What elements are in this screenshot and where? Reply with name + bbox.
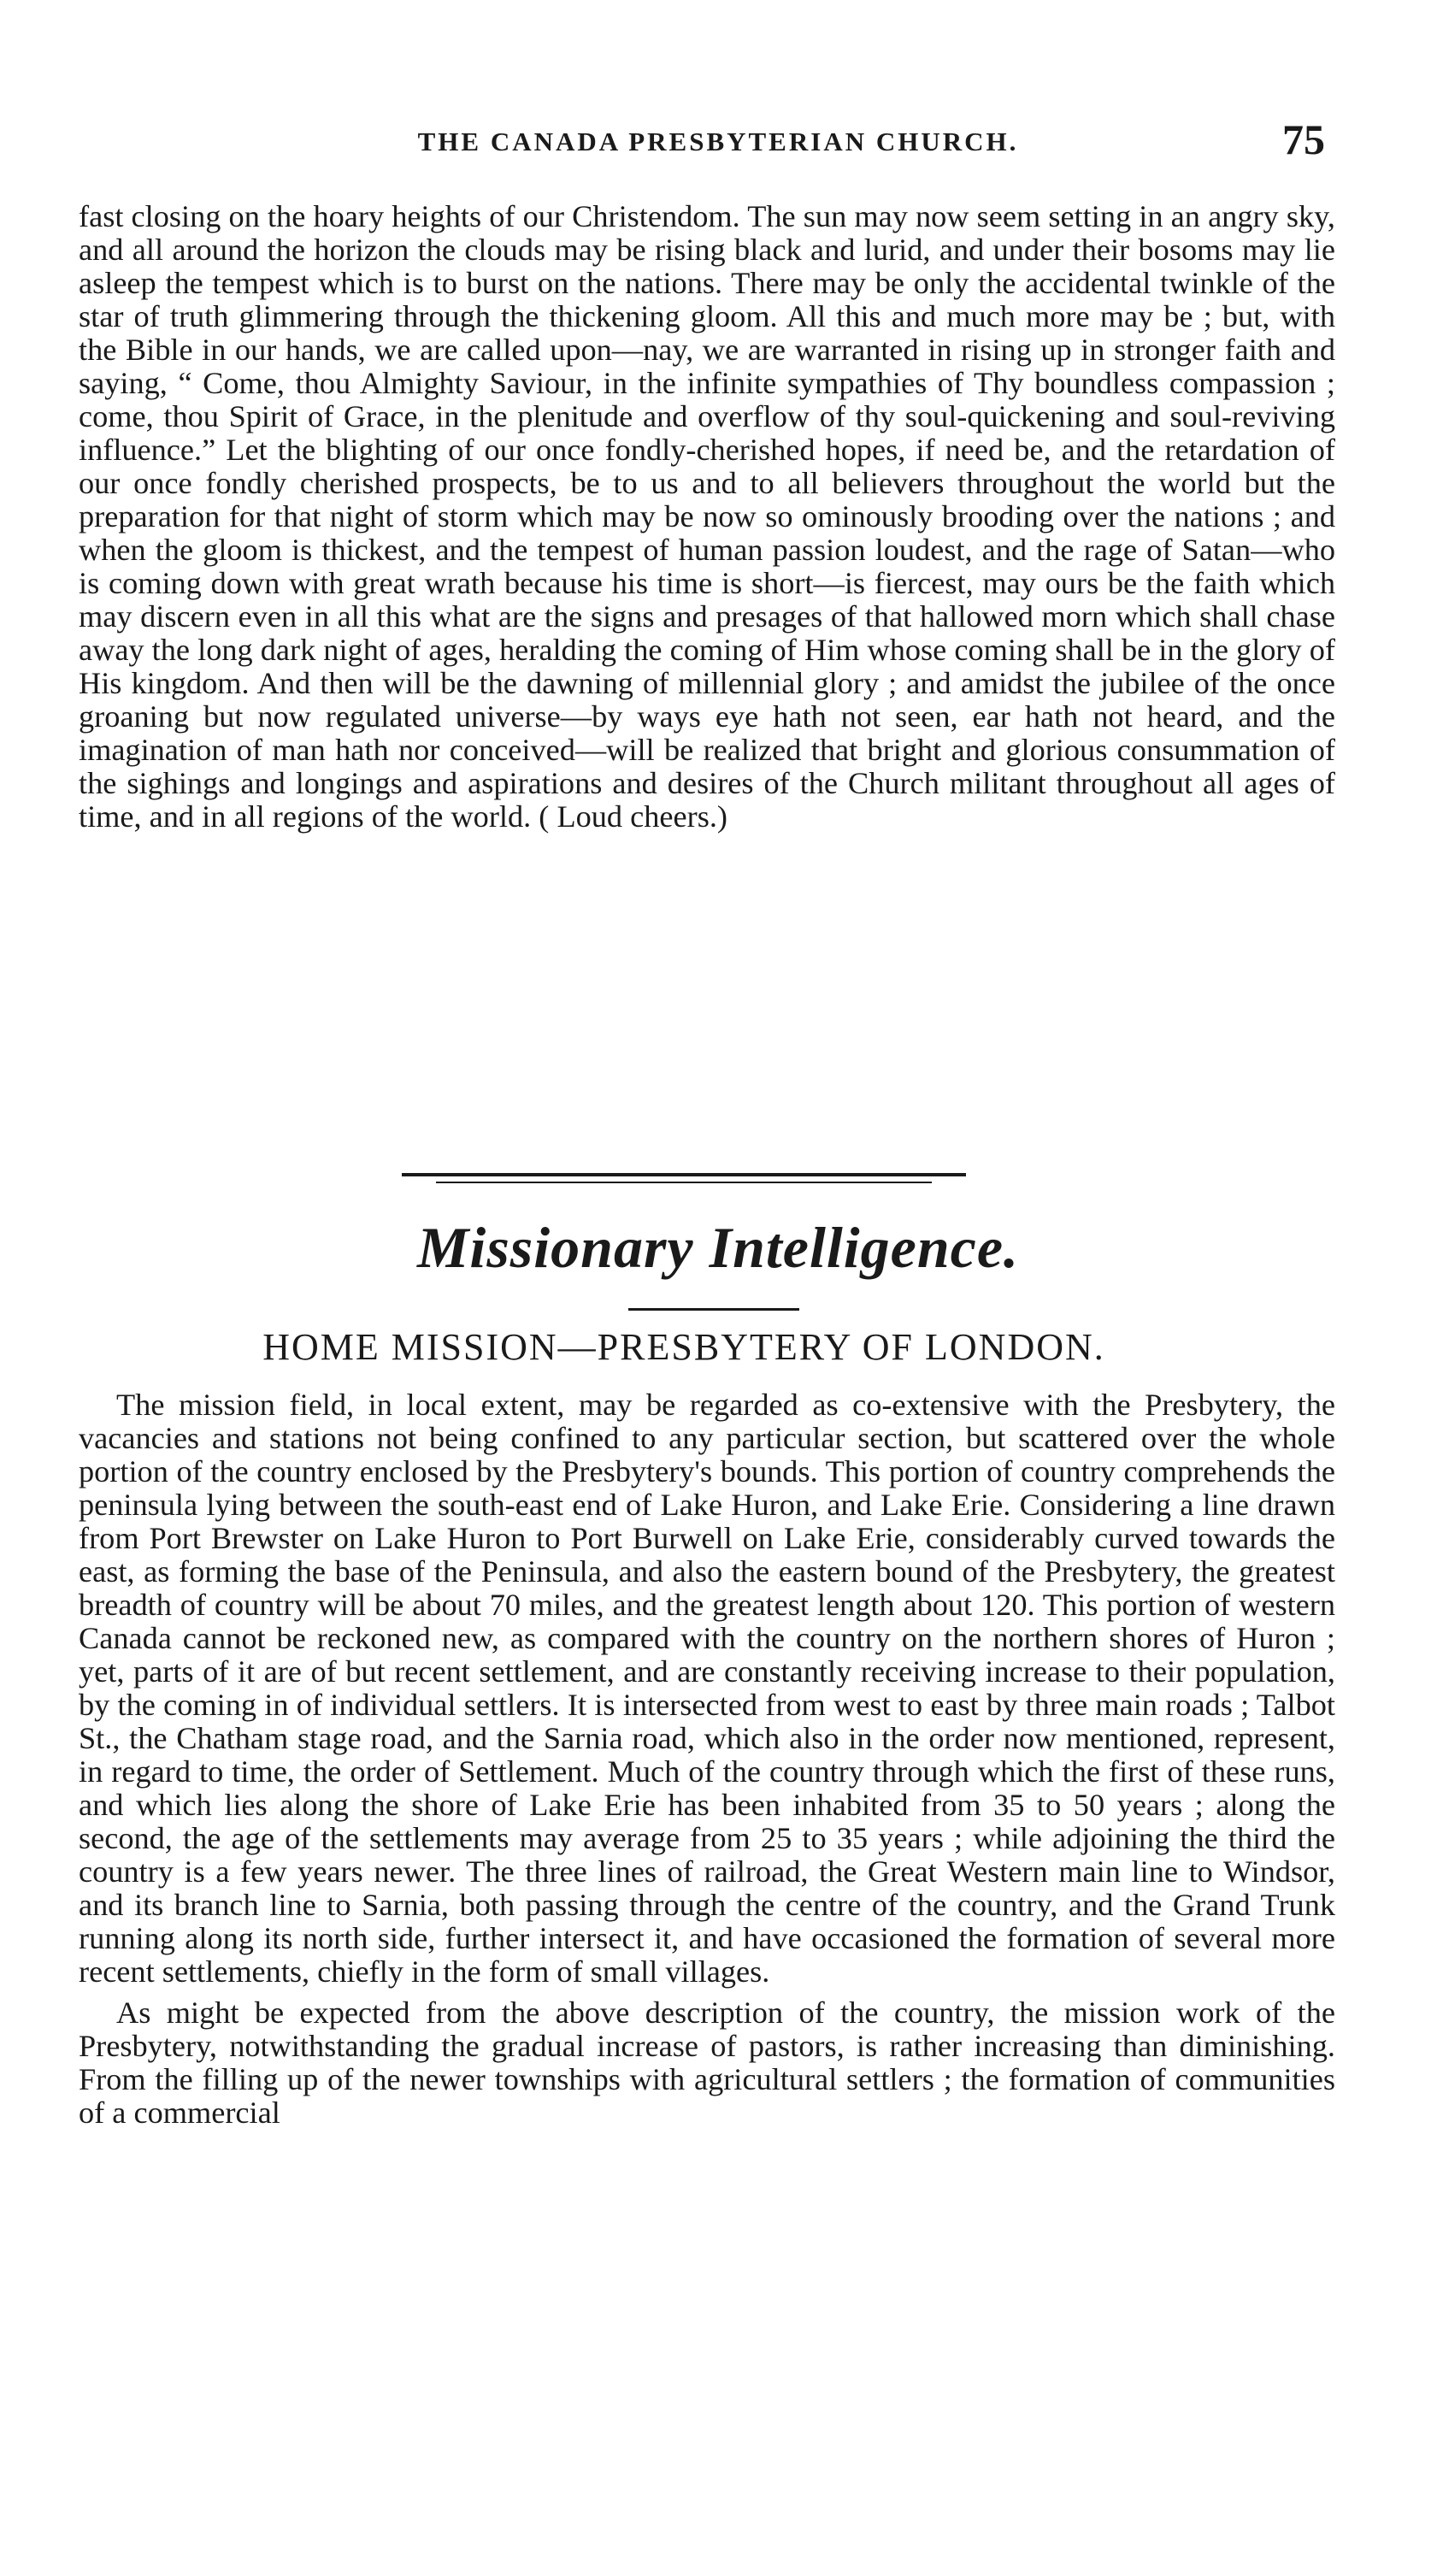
divider-line-thick [402,1173,966,1176]
running-title: THE CANADA PRESBYTERIAN CHURCH. [417,127,1019,156]
article-paragraph: As might be expected from the above description of the country, the mission work of the Presbytery, notwithstanding the gradual increase of pastors, is rather increasing than diminishing. From the filling up of the newer townships with agricultural settlers ; the formation of communities of a commercial [79,1995,1335,2130]
page-number: 75 [1282,115,1325,163]
article-body [79,1388,1335,2137]
section-divider [402,1173,966,1188]
divider-line-thin [436,1182,932,1183]
continued-paragraph [79,200,1335,834]
paragraph-text: fast closing on the hoary heights of our Christendom. The sun may now seem setting in an angry sky, and all around the horizon the clouds may be rising black and lurid, and under their bosoms may lie asleep the tempest which is to burst on the nations. There may be only the accidental twinkle of the star of truth glimmering through the thickening gloom. All this and much more may be ; but, with the Bible in our hands, we are called upon—nay, we are warranted in rising up in stronger faith and saying, “ Come, thou Almighty Saviour, in the infinite sympathies of Thy boundless compassion ; come, thou Spirit of Grace, in the plenitude and overflow of thy soul-quickening and soul-reviving influence.” Let the blighting of our once fondly-cherished hopes, if need be, and the retardation of our once fondly cherished prospects, be to us and to all believers throughout the world but the preparation for that night of storm which may be now so ominously brooding over the nations ; and when the gloom is thickest, and the tempest of human passion loudest, and the rage of Satan—who is coming down with great wrath because his time is short—is fiercest, may ours be the faith which may discern even in all this what are the signs and presages of that hallowed morn which shall chase away the long dark night of ages, heralding the coming of Him whose coming shall be in the glory of His kingdom. And then will be the dawning of millennial glory ; and amidst the jubilee of the once groaning but now regulated universe—by ways eye hath not seen, ear hath not heard, and the imagination of man hath nor conceived—will be realized that bright and glorious consummation of the sighings and longings and aspirations and desires of the Church militant throughout all ages of time, and in all regions of the world. ( Loud cheers.) [79,199,1335,834]
article-title: HOME MISSION—PRESBYTERY OF LONDON. [262,1326,1105,1368]
section-heading: Missionary Intelligence. [416,1215,1020,1280]
heading-underline [628,1308,799,1311]
article-paragraph: The mission field, in local extent, may be regarded as co-extensive with the Presbytery, the vacancies and stations not being confined to any particular section, but scattered over the whole portion of the country enclosed by the Presbytery's bounds. This portion of country comprehends the peninsula lying between the south-east end of Lake Huron, and Lake Erie. Considering a line drawn from Port Brewster on Lake Huron to Port Burwell on Lake Erie, considerably curved towards the east, as forming the base of the Peninsula, and also the eastern bound of the Presbytery, the greatest breadth of country will be about 70 miles, and the greatest length about 120. This portion of western Canada cannot be reckoned new, as compared with the country on the northern shores of Huron ; yet, parts of it are of but recent settlement, and are constantly receiving increase to their population, by the coming in of individual settlers. It is intersected from west to east by three main roads ; Talbot St., the Chatham stage road, and the Sarnia road, which also in the order now mentioned, represent, in regard to time, the order of Settlement. Much of the country through which the first of these runs, and which lies along the shore of Lake Erie has been inhabited from 35 to 50 years ; along the second, the age of the settlements may average from 25 to 35 years ; while adjoining the third the country is a few years newer. The three lines of railroad, the Great Western main line to Windsor, and its branch line to Sarnia, both passing through the centre of the country, and the Grand Trunk running along its north side, further intersect it, and have occasioned the formation of several more recent settlements, chiefly in the form of small villages. [79,1388,1335,1989]
